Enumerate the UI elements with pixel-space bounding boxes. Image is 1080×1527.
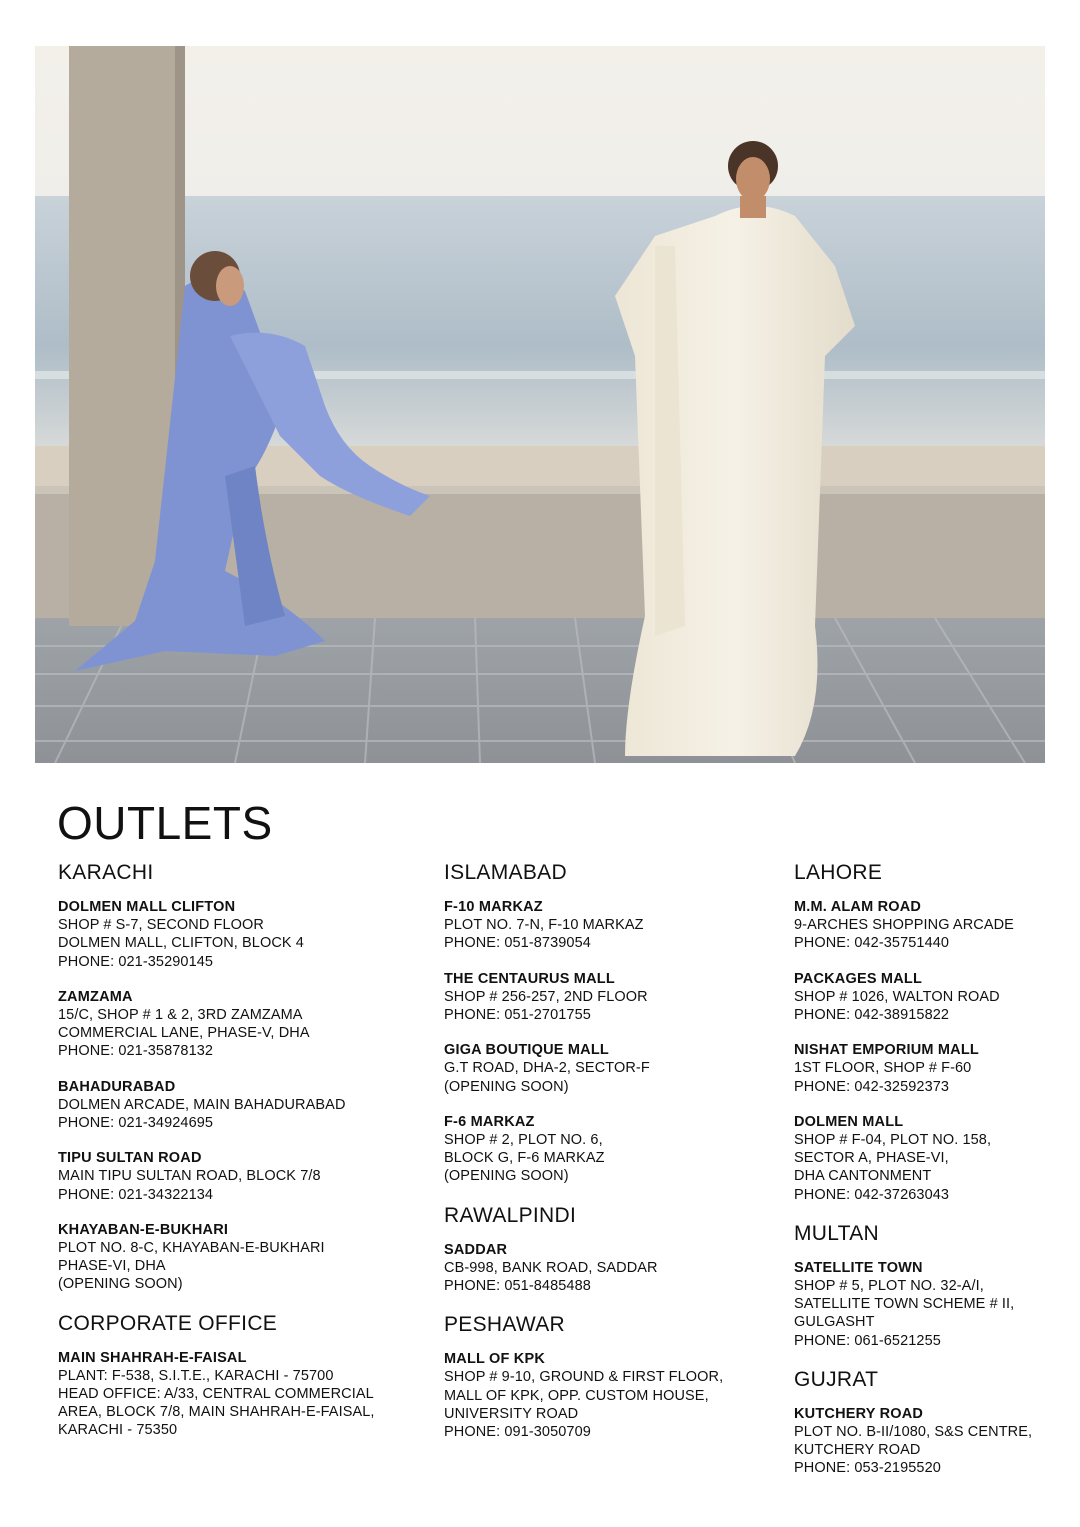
address-line: KARACHI - 75350 [58, 1422, 178, 1439]
store-name: TIPU SULTAN ROAD [58, 1150, 202, 1167]
store-entry [58, 1078, 398, 1133]
phone-line: PHONE: 051-8485488 [444, 1278, 591, 1295]
phone-line: PHONE: 021-34924695 [58, 1115, 214, 1132]
address-line: PHASE-VI, DHA [58, 1258, 166, 1275]
city-heading: RAWALPINDI [444, 1203, 577, 1227]
city-heading: KARACHI [58, 861, 154, 884]
address-line: DOLMEN MALL, CLIFTON, BLOCK 4 [58, 935, 304, 952]
store-name: F-6 MARKAZ [444, 1113, 535, 1130]
store-name: MALL OF KPK [444, 1351, 546, 1368]
store-name: F-10 MARKAZ [444, 899, 543, 915]
section-peshawar [444, 1312, 764, 1441]
outlets-column-3 [794, 860, 1054, 1495]
section-lahore [794, 860, 1054, 1204]
store-name: GIGA BOUTIQUE MALL [444, 1042, 609, 1059]
store-name: DOLMEN MALL [794, 1113, 904, 1130]
hero-photo [35, 46, 1045, 763]
city-heading: GUJRAT [794, 1367, 879, 1391]
address-line: SHOP # 9-10, GROUND & FIRST FLOOR, [444, 1369, 724, 1386]
status-line: (OPENING SOON) [444, 1078, 569, 1095]
store-name: NISHAT EMPORIUM MALL [794, 1042, 979, 1059]
store-name: THE CENTAURUS MALL [444, 970, 615, 987]
store-name: DOLMEN MALL CLIFTON [58, 899, 236, 915]
hero-photo-illustration [35, 46, 1045, 763]
section-gujrat [794, 1367, 1054, 1478]
city-heading: MULTAN [794, 1221, 880, 1245]
store-name: ZAMZAMA [58, 988, 133, 1005]
address-line: SHOP # 2, PLOT NO. 6, [444, 1132, 603, 1149]
store-name: M.M. ALAM ROAD [794, 899, 922, 915]
store-entry [444, 970, 764, 1025]
outlets-column-2 [444, 860, 764, 1458]
store-entry [794, 898, 1054, 953]
address-line: SHOP # F-04, PLOT NO. 158, [794, 1132, 992, 1149]
store-entry [444, 898, 764, 953]
store-entry [58, 1149, 398, 1204]
address-line: CB-998, BANK ROAD, SADDAR [444, 1259, 658, 1276]
address-line: MALL OF KPK, OPP. CUSTOM HOUSE, [444, 1387, 709, 1404]
section-rawalpindi [444, 1203, 764, 1296]
store-entry [58, 898, 398, 971]
store-entry [444, 1350, 764, 1441]
store-entry [444, 1241, 764, 1296]
store-entry [794, 970, 1054, 1025]
store-name: PACKAGES MALL [794, 970, 922, 987]
address-line: HEAD OFFICE: A/33, CENTRAL COMMERCIAL [58, 1386, 374, 1403]
address-line: DOLMEN ARCADE, MAIN BAHADURABAD [58, 1096, 346, 1113]
address-line: PLOT NO. 7-N, F-10 MARKAZ [444, 917, 644, 934]
store-entry [444, 1041, 764, 1096]
store-name: BAHADURABAD [58, 1078, 176, 1095]
address-line: G.T ROAD, DHA-2, SECTOR-F [444, 1060, 650, 1077]
store-entry [58, 988, 398, 1061]
address-line: 9-ARCHES SHOPPING ARCADE [794, 917, 1014, 934]
address-line: COMMERCIAL LANE, PHASE-V, DHA [58, 1025, 310, 1042]
section-karachi [58, 860, 398, 1294]
store-name: KHAYABAN-E-BUKHARI [58, 1221, 229, 1238]
address-line: 15/C, SHOP # 1 & 2, 3RD ZAMZAMA [58, 1007, 303, 1024]
address-line: DHA CANTONMENT [794, 1168, 932, 1185]
store-entry [58, 1221, 398, 1294]
phone-line: PHONE: 042-32592373 [794, 1078, 950, 1095]
address-line: MAIN TIPU SULTAN ROAD, BLOCK 7/8 [58, 1168, 321, 1185]
outlets-column-1 [58, 860, 398, 1457]
status-line: (OPENING SOON) [58, 1276, 183, 1293]
address-line: PLOT NO. 8-C, KHAYABAN-E-BUKHARI [58, 1240, 325, 1257]
address-line: SHOP # 1026, WALTON ROAD [794, 988, 1000, 1005]
section-multan [794, 1221, 1054, 1350]
city-heading: CORPORATE OFFICE [58, 1311, 278, 1335]
address-line: SHOP # S-7, SECOND FLOOR [58, 917, 264, 934]
store-entry [58, 1349, 398, 1440]
page-title: OUTLETS [57, 797, 273, 849]
address-line: PLOT NO. B-II/1080, S&S CENTRE, [794, 1424, 1033, 1441]
address-line: PLANT: F-538, S.I.T.E., KARACHI - 75700 [58, 1367, 334, 1384]
section-corporate-office [58, 1311, 398, 1440]
address-line: SECTOR A, PHASE-VI, [794, 1150, 949, 1167]
city-heading: PESHAWAR [444, 1313, 566, 1337]
store-name: MAIN SHAHRAH-E-FAISAL [58, 1349, 247, 1366]
phone-line: PHONE: 021-34322134 [58, 1186, 214, 1203]
status-line: (OPENING SOON) [444, 1168, 569, 1185]
phone-line: PHONE: 051-8739054 [444, 935, 591, 952]
store-name: SATELLITE TOWN [794, 1259, 923, 1276]
store-entry [794, 1113, 1054, 1204]
address-line: SHOP # 5, PLOT NO. 32-A/I, [794, 1278, 984, 1295]
address-line: 1ST FLOOR, SHOP # F-60 [794, 1060, 972, 1077]
store-entry [444, 1113, 764, 1186]
store-name: KUTCHERY ROAD [794, 1405, 924, 1422]
phone-line: PHONE: 042-38915822 [794, 1007, 950, 1024]
city-heading: ISLAMABAD [444, 861, 567, 884]
city-heading: LAHORE [794, 861, 883, 884]
phone-line: PHONE: 091-3050709 [444, 1424, 591, 1441]
address-line: BLOCK G, F-6 MARKAZ [444, 1150, 605, 1167]
store-name: SADDAR [444, 1241, 508, 1258]
store-entry [794, 1259, 1054, 1350]
phone-line: PHONE: 061-6521255 [794, 1332, 941, 1349]
phone-line: PHONE: 042-37263043 [794, 1186, 950, 1203]
phone-line: PHONE: 021-35290145 [58, 953, 214, 970]
address-line: AREA, BLOCK 7/8, MAIN SHAHRAH-E-FAISAL, [58, 1404, 375, 1421]
phone-line: PHONE: 051-2701755 [444, 1007, 591, 1024]
phone-line: PHONE: 053-2195520 [794, 1460, 941, 1477]
store-entry [794, 1041, 1054, 1096]
address-line: KUTCHERY ROAD [794, 1442, 921, 1459]
store-entry [794, 1405, 1054, 1478]
address-line: SHOP # 256-257, 2ND FLOOR [444, 988, 648, 1005]
section-islamabad [444, 860, 764, 1186]
address-line: UNIVERSITY ROAD [444, 1405, 579, 1422]
phone-line: PHONE: 042-35751440 [794, 935, 950, 952]
address-line: SATELLITE TOWN SCHEME # II, [794, 1296, 1015, 1313]
address-line: GULGASHT [794, 1314, 875, 1331]
phone-line: PHONE: 021-35878132 [58, 1043, 214, 1060]
